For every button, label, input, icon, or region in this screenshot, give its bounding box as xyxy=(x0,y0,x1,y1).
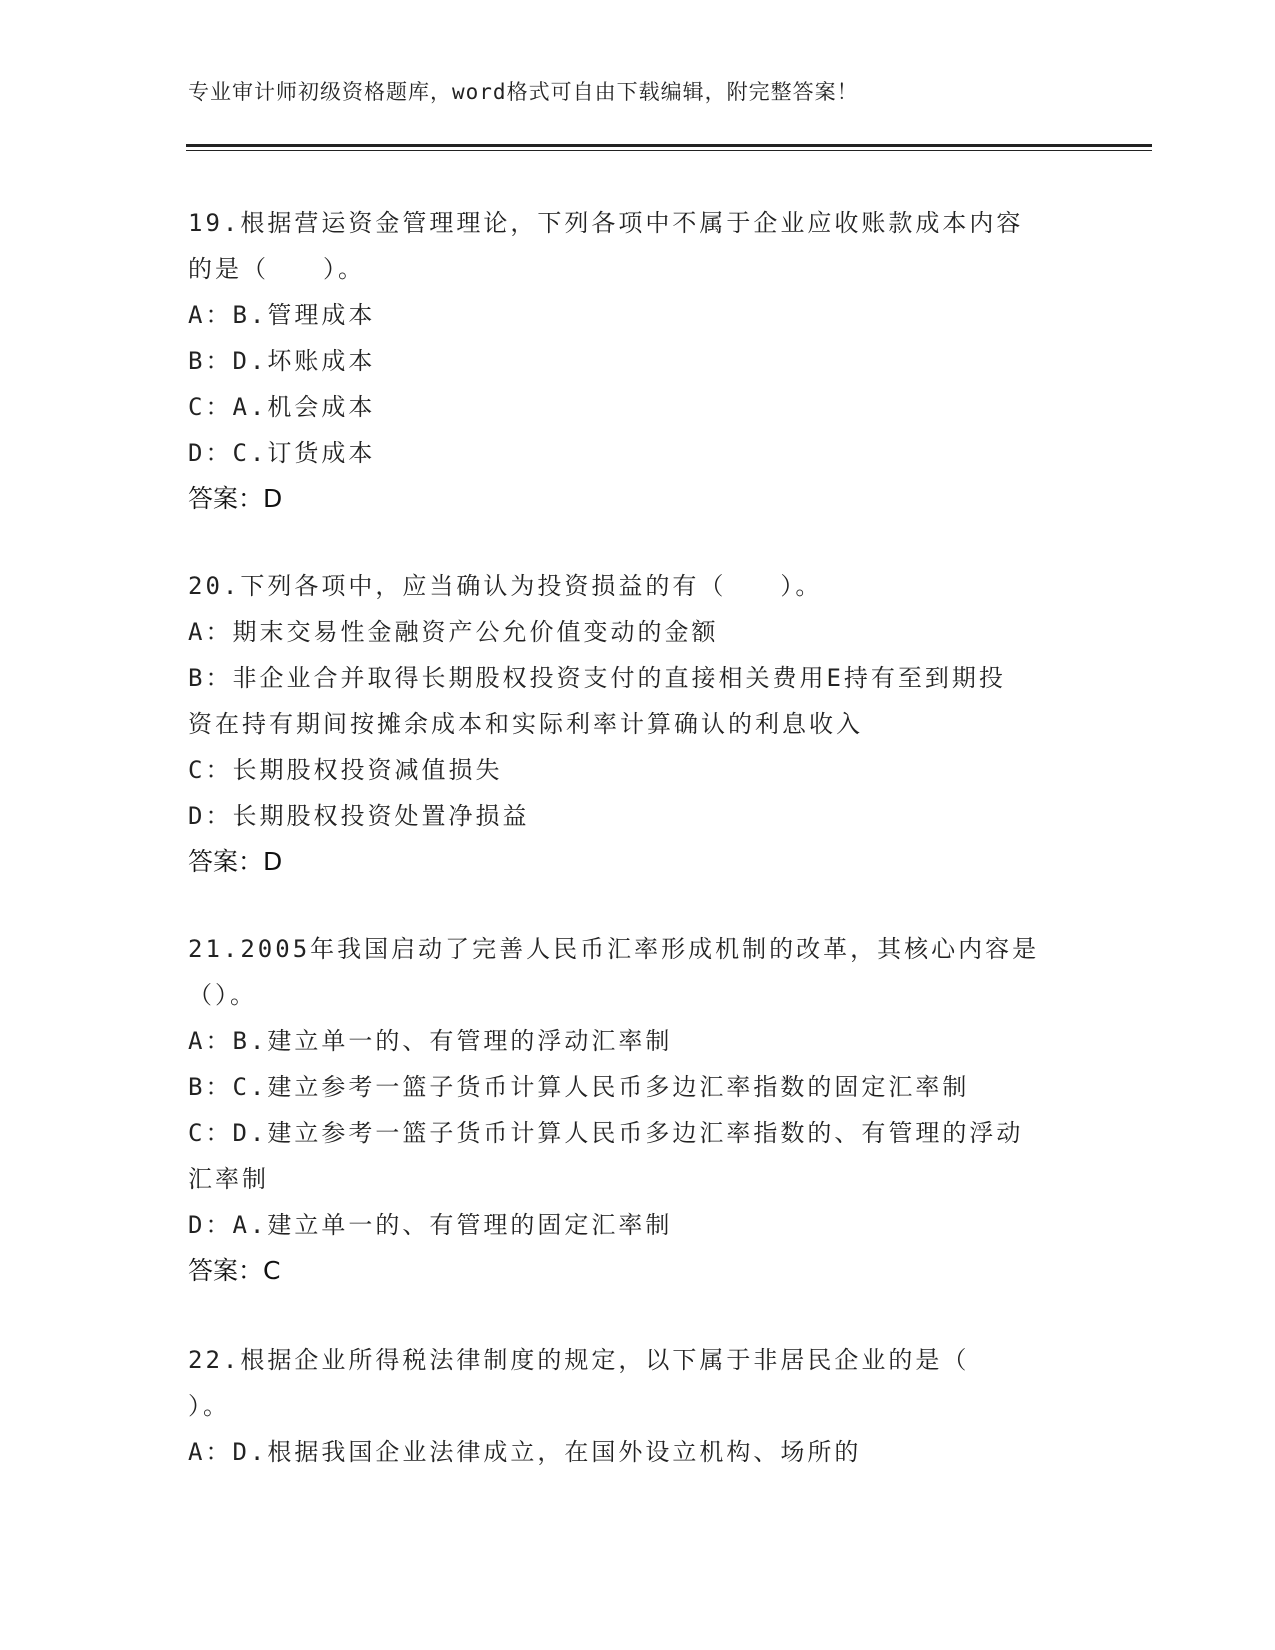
question-stem-line: 20.下列各项中，应当确认为投资损益的有（ ）。 xyxy=(188,572,823,600)
option-c: C：长期股权投资减值损失 xyxy=(188,756,503,784)
page-header: 专业审计师初级资格题库，word格式可自由下载编辑，附完整答案！ xyxy=(188,80,859,104)
option-b-continued: 资在持有期间按摊余成本和实际利率计算确认的利息收入 xyxy=(188,710,863,738)
option-d: D：A.建立单一的、有管理的固定汇率制 xyxy=(188,1211,673,1239)
answer: 答案：D xyxy=(188,847,283,876)
question-20 xyxy=(188,563,1088,885)
header-divider-thin xyxy=(186,150,1152,151)
option-a: A：B.建立单一的、有管理的浮动汇率制 xyxy=(188,1027,673,1055)
option-a: A：D.根据我国企业法律成立，在国外设立机构、场所的 xyxy=(188,1438,862,1466)
option-c-continued: 汇率制 xyxy=(188,1165,269,1193)
question-21 xyxy=(188,926,1088,1294)
option-b: B：C.建立参考一篮子货币计算人民币多边汇率指数的固定汇率制 xyxy=(188,1073,970,1101)
question-stem-line: ）。 xyxy=(188,1392,230,1420)
answer: 答案：D xyxy=(188,484,283,513)
option-c: C：A.机会成本 xyxy=(188,393,376,421)
question-19 xyxy=(188,200,1088,522)
option-b: B：D.坏账成本 xyxy=(188,347,376,375)
option-d: D：C.订货成本 xyxy=(188,439,376,467)
question-stem-line: 19.根据营运资金管理理论，下列各项中不属于企业应收账款成本内容 xyxy=(188,209,1024,237)
header-divider-thick xyxy=(186,144,1152,147)
question-stem-line: 的是（ ）。 xyxy=(188,255,365,283)
answer: 答案：C xyxy=(188,1256,281,1285)
question-stem-line: 22.根据企业所得税法律制度的规定，以下属于非居民企业的是（ xyxy=(188,1346,970,1374)
question-22 xyxy=(188,1337,1088,1475)
question-stem-line: 21.2005年我国启动了完善人民币汇率形成机制的改革，其核心内容是 xyxy=(188,935,1040,963)
option-b: B：非企业合并取得长期股权投资支付的直接相关费用E持有至到期投 xyxy=(188,664,1006,692)
option-a: A：B.管理成本 xyxy=(188,301,376,329)
option-a: A：期末交易性金融资产公允价值变动的金额 xyxy=(188,618,719,646)
question-stem-line: （）。 xyxy=(188,981,257,1009)
option-d: D：长期股权投资处置净损益 xyxy=(188,802,530,830)
option-c: C：D.建立参考一篮子货币计算人民币多边汇率指数的、有管理的浮动 xyxy=(188,1119,1024,1147)
